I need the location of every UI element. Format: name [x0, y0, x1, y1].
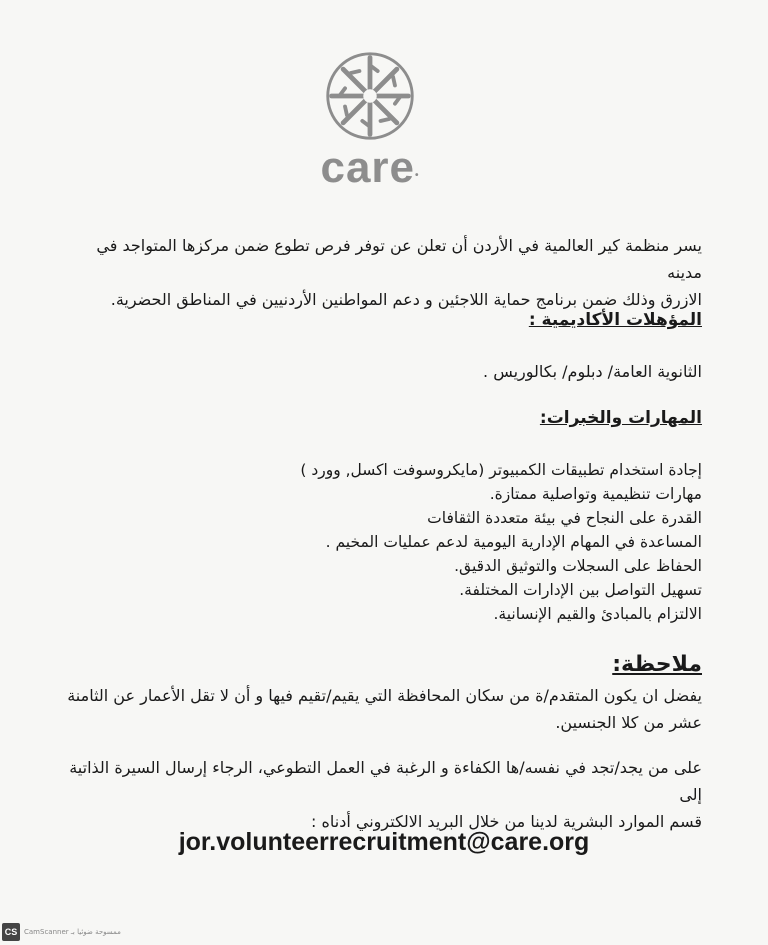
- intro-line-2: الازرق وذلك ضمن برنامج حماية اللاجئين و دعم المواطنين الأردنيين في المناطق الحضرية.: [110, 290, 702, 309]
- apply-paragraph: [42, 754, 702, 835]
- scanner-watermark: [2, 923, 121, 941]
- list-item: تسهيل التواصل بين الإدارات المختلفة.: [459, 581, 702, 599]
- note-heading: ملاحظة:: [612, 652, 702, 677]
- care-logo: [300, 48, 440, 198]
- skills-heading: المهارات والخبرات:: [539, 408, 702, 428]
- note-line-2: عشر من كلا الجنسين.: [555, 713, 702, 732]
- list-item: المساعدة في المهام الإدارية اليومية لدعم عمليات المخيم .: [325, 533, 702, 551]
- note-line-1: يفضل ان يكون المتقدم/ة من سكان المحافظة التي يقيم/تقيم فيها و أن لا تقل الأعمار عن الثامنة: [67, 686, 702, 705]
- list-item: مهارات تنظيمية وتواصلية ممتازة.: [489, 485, 702, 503]
- apply-line-2: قسم الموارد البشرية لدينا من خلال البريد الالكتروني أدناه :: [311, 812, 702, 831]
- skills-list: [300, 458, 702, 626]
- qualifications-text: الثانوية العامة/ دبلوم/ بكالوريس .: [483, 362, 702, 381]
- camscanner-label: CamScanner ممسوحة ضوئيا بـ: [24, 928, 121, 936]
- care-emblem-icon: [322, 48, 418, 144]
- list-item: الالتزام بالمبادئ والقيم الإنسانية.: [493, 605, 702, 623]
- care-wordmark: care•: [320, 143, 420, 192]
- list-item: القدرة على النجاح في بيئة متعددة الثقافات: [427, 509, 702, 527]
- list-item: الحفاظ على السجلات والتوثيق الدقيق.: [454, 557, 702, 575]
- intro-line-1: يسر منظمة كير العالمية في الأردن أن تعلن عن توفر فرص تطوع ضمن مركزها المتواجد في مدينه: [96, 236, 702, 282]
- apply-line-1: على من يجد/تجد في نفسه/ها الكفاءة و الرغبة في العمل التطوعي، الرجاء إرسال السيرة الذاتية إلى: [69, 758, 702, 804]
- note-paragraph: [42, 682, 702, 736]
- camscanner-badge: CS: [2, 923, 20, 941]
- qualifications-heading: المؤهلات الأكاديمية :: [528, 310, 702, 330]
- contact-email[interactable]: jor.volunteerrecruitment@care.org: [178, 828, 590, 856]
- intro-paragraph: [62, 232, 702, 313]
- list-item: إجادة استخدام تطبيقات الكمبيوتر (مايكروسوفت اكسل, وورد ): [300, 461, 702, 479]
